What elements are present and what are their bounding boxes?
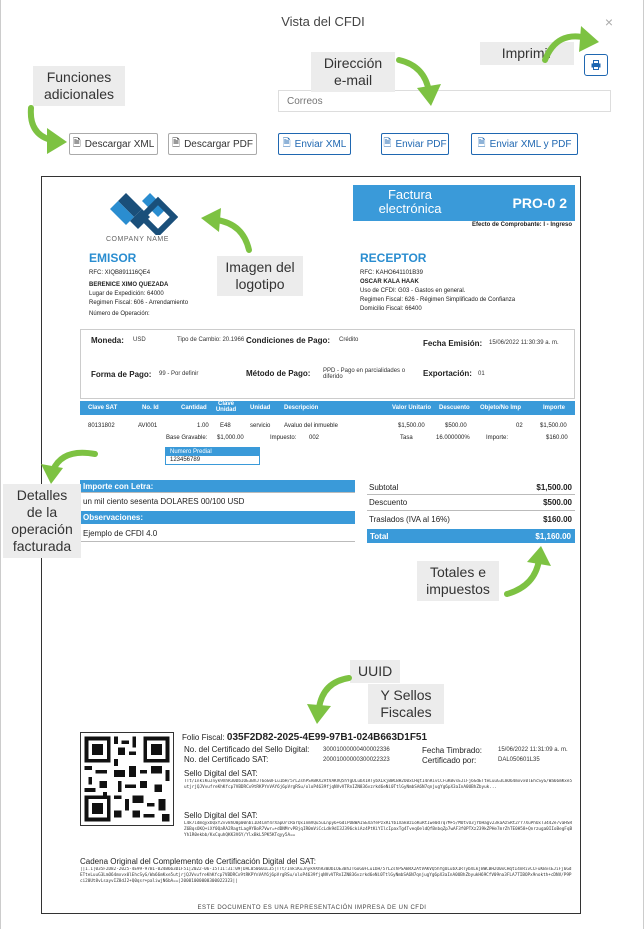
download-xml-label: Descargar XML [84,138,155,150]
td-descuento: $500.00 [445,423,467,429]
predial-label: Numero Predial [166,448,259,456]
sello-sat-label: Sello Digital del SAT: [184,769,258,778]
metodo-value: PPD - Pago en parcialidades o diferido [323,368,406,380]
emisor-lugar: Lugar de Expedición: 64000 [89,291,164,297]
company-logo-icon [106,189,178,235]
traslados-label: Traslados (IVA al 16%) [369,515,450,524]
metodo-label: Método de Pago: [246,369,311,378]
receptor-uso: Uso de CFDI: G03 - Gastos en general. [360,288,466,294]
predial-box [165,447,260,465]
invoice-document [41,176,581,914]
td-importe: $1,500.00 [540,423,567,429]
sello-sat-value: TTt/InkiKuJnyk9XhR30DbIOE3BhJT6oG0FLu1bH/5rLZshPSABRX2AtVAKVQ5hYgULubX1RTybXLkjBWCBH2O0xCHqtI4nRivCCFuKBvsEJiFj6GdETteLuuG3LmO64mxvx0lEhcSyG/Wa66mKxe5utjrjQJVvufreKhKfcp7VBDRCx9tRKPYnVAY6j6pVrgRSu/oloP4639fjqNVvVTRnIZN836vzrkd6eNi0TtlGyNmbSA6N7qnjugYg6pX3aInA0UBhZbyuk... [184,779,573,790]
th-importe: Importe [543,405,566,411]
arrow-icon [501,544,555,600]
tasa-value: 16.000000% [436,435,470,441]
invoice-type-box [353,185,575,221]
callout-uuid: UUID [350,660,400,683]
observaciones-header: Observaciones: [80,511,355,524]
file-icon: 🗎 [172,137,181,149]
th-descuento: Descuento [439,405,470,411]
observaciones-value: Ejemplo de CFDI 4.0 [83,529,158,538]
folio-fiscal-value: 035F2D82-2025-4E99-97B1-024B663D1F51 [226,732,428,743]
exportacion-value: 01 [478,371,485,377]
arrow-icon [303,672,353,726]
close-icon[interactable]: × [604,14,613,30]
file-icon: 🗎 [72,137,81,149]
cert-emisor-value: 30001000000400002336 [323,747,390,753]
th-objeto-imp: Objeto/No Imp [480,405,521,411]
descuento-value: $500.00 [543,498,572,507]
certificado-por-value: DAL050601L35 [498,757,540,763]
invoice-folio: PRO-0 2 [512,195,567,211]
exportacion-label: Exportación: [423,369,472,378]
td-clave-sat: 80131802 [88,423,115,429]
payment-info-box [80,329,575,399]
timbrado-label: Fecha Timbrado: [422,746,483,755]
moneda-value: USD [133,337,146,343]
arrow-icon [33,444,99,486]
qr-code-icon [80,732,174,826]
concepts-table-header [80,401,575,415]
table-row [80,419,575,431]
modal-title: Vista del CFDI [281,14,365,29]
download-pdf-button[interactable] [168,133,257,155]
subtotal-value: $1,500.00 [536,483,572,492]
total-label: Total [370,532,389,541]
document-footer: ESTE DOCUMENTO ES UNA REPRESENTACIÓN IMPRESA DE UN CFDI [197,905,427,911]
td-clave-unidad: E48 [220,423,231,429]
impuesto-value: 002 [309,435,320,441]
file-icon: 🗎 [282,137,291,149]
cadena-value: ||1.1|035F2D82-2025-4E99-97B1-024B663D1F51|2022-06-15T11:31:09|DAL050601L35|TTt/InkiKuJnyk9XhR30DbIOE3BhJT6oG0FLu1bH/5rLZshPSABRX2AtVAKVQ5hYgULubX1RTybXLkjBWCBH2O0xCHqtI4nRivCCFuKBvsEJiFj6GdETteLuuG3LmO64mxvx0lEhcSyG/Wa66mKxe5utjrjQJVvufreKhKfcp7VBDRCx9tRKPYnVAY6j6pVrgRSu/oloP4639fjqNVvVTRnIZN836vzrkd6eNi0TtlGyNmbSA6N7qnjugYg6pX3aInA0UBhZbyukH69CfV09na3FLA7TIBOPx9nokth+cDNV/P9Pci20Ut8vLsayvIZ8dJ2+Q0qsr+paliwjN6bA==|20001000000300022323|| [80,867,572,884]
receptor-domicilio: Domicilio Fiscal: 66400 [360,306,422,312]
moneda-label: Moneda: [91,336,124,345]
th-descripcion: Descripción [284,405,319,411]
td-descripcion: Avaluo del inmueble [284,423,338,429]
condiciones-value: Crédito [339,337,359,343]
folio-fiscal-label: Folio Fiscal: [182,733,225,742]
file-icon: 🗎 [477,137,486,149]
tax-row [80,431,575,443]
send-xml-button[interactable] [278,133,351,155]
arrow-icon [395,54,445,108]
traslados-value: $160.00 [543,515,572,524]
emisor-name: BERENICE XIMO QUEZADA [89,282,169,288]
fecha-label: Fecha Emisión: [423,339,483,348]
sello-emisor-label: Sello Digital del SAT: [184,811,258,820]
callout-imprimir: Imprimir [480,42,574,65]
callout-detalles: Detalles de la operación facturada [3,484,81,558]
total-bar [367,529,575,543]
receptor-name: OSCAR KALA HAAK [360,279,419,285]
td-unidad: servicio [250,423,271,429]
emisor-operacion: Número de Operación: [89,311,150,317]
tipo-cambio: Tipo de Cambio: 20.1966 [177,337,245,343]
importe-letra-header: Importe con Letra: [80,480,355,493]
cadena-label: Cadena Original del Complemento de Certificación Digital del SAT: [80,857,316,866]
cert-emisor-label: No. del Certificado del Sello Digital: [184,745,310,754]
tasa-label: Tasa [400,435,413,441]
td-objeto-imp: 02 [516,423,523,429]
divider [80,541,355,542]
folio-fiscal-row [182,732,427,743]
td-cantidad: 1.00 [197,423,209,429]
arrow-icon [197,206,253,254]
callout-direccion: Dirección e-mail [311,52,395,92]
receptor-regimen: Regimen Fiscal: 626 - Régimen Simplificado de Confianza [360,297,516,303]
divider [367,510,575,511]
timbrado-value: 15/06/2022 11:31:09 a. m. [498,747,568,753]
company-name: COMPANY NAME [106,236,169,243]
th-unidad: Unidad [250,405,271,411]
sello-emisor-value: L4k7idmqyxbQxY2vv8hO0p00nbiID4Cmf4rXapOrcRarQx1nmVQu5uLnpy6+6diPDBWAISEXafePzxRIYb1Xak8zIoKuRtIwe0d7q7M+5/MOtvO3jYbHagv23kaAzSRt2rr7XuPhUxT3442e7vaHSRZ6BqsOKQ+iXf0QaRA2RagtLag9YBoR7Vwr=+dDNMrvPBjqIR0mViCcLdk9dI3J396ckiAz4PtKiYIlcIpaxTg4TveqOeldQfBnbqZp7wAF3f0PTXz239kZPHe7mrZhTE0H58+Qnrzuga0IIoBegFqBYh1R0ekbb/KxCquhQKK3V6Y/YlxBkL5PK5KTqyy5A== [184,821,573,838]
emisor-regimen: Regimen Fiscal: 606 - Arrendamiento [89,300,189,306]
base-value: $1,000.00 [217,435,244,441]
forma-value: 99 - Por definir [159,371,199,377]
subtotal-label: Subtotal [369,483,399,492]
arrow-icon [21,104,71,156]
td-valor-unitario: $1,500.00 [398,423,425,429]
th-clave-unidad: Clave Unidad [215,401,237,413]
total-value: $1,160.00 [535,532,571,541]
condiciones-label: Condiciones de Pago: [246,336,331,345]
callout-totales: Totales e impuestos [417,561,499,601]
th-clave-sat: Clave SAT [88,405,118,411]
th-cantidad: Cantidad [181,405,207,411]
callout-sellos: Y Sellos Fiscales [368,684,444,724]
callout-logotipo: Imagen del logotipo [217,256,303,296]
send-pdf-button[interactable] [381,133,449,155]
receptor-block [360,269,515,314]
th-no-id: No. Id [142,405,159,411]
efecto-comprobante: Efecto de Comprobante: I - Ingreso [471,222,572,228]
send-xml-pdf-label: Enviar XML y PDF [489,138,572,150]
send-xml-pdf-button[interactable] [471,133,578,155]
receptor-rfc: RFC: KAHO641101B39 [360,270,423,276]
impuesto-label: Impuesto: [270,435,297,441]
cert-sat-label: No. del Certificado SAT: [184,755,269,764]
divider [80,492,355,493]
send-xml-label: Enviar XML [294,138,347,150]
cert-sat-value: 20001000000300022323 [323,757,390,763]
importe-label: Importe: [486,435,509,441]
forma-label: Forma de Pago: [91,370,152,379]
certificado-por-label: Certificado por: [422,756,477,765]
callout-funciones: Funciones adicionales [33,66,125,106]
base-label: Base Gravable: [166,435,208,441]
fecha-value: 15/06/2022 11:30:39 a. m. [489,340,559,346]
td-no-id: AVI001 [138,423,158,429]
emisor-heading: EMISOR [89,251,137,265]
importe-letra-value: un mil ciento sesenta DOLARES 00/100 USD [83,497,245,506]
emisor-block [89,269,188,319]
th-valor-unitario: Valor Unitario [392,405,432,411]
emisor-rfc: RFC: XIQB891116QE4 [89,270,151,276]
doc-type: Factura electrónica [378,187,442,216]
receptor-heading: RECEPTOR [360,251,427,265]
file-icon: 🗎 [383,137,392,149]
download-xml-button[interactable] [69,133,158,155]
importe-value: $160.00 [546,435,568,441]
descuento-label: Descuento [369,498,408,507]
predial-value: 123456789 [170,457,201,463]
download-pdf-label: Descargar PDF [184,138,253,150]
send-pdf-label: Enviar PDF [395,138,447,150]
arrow-icon [541,20,601,70]
divider [367,494,575,495]
